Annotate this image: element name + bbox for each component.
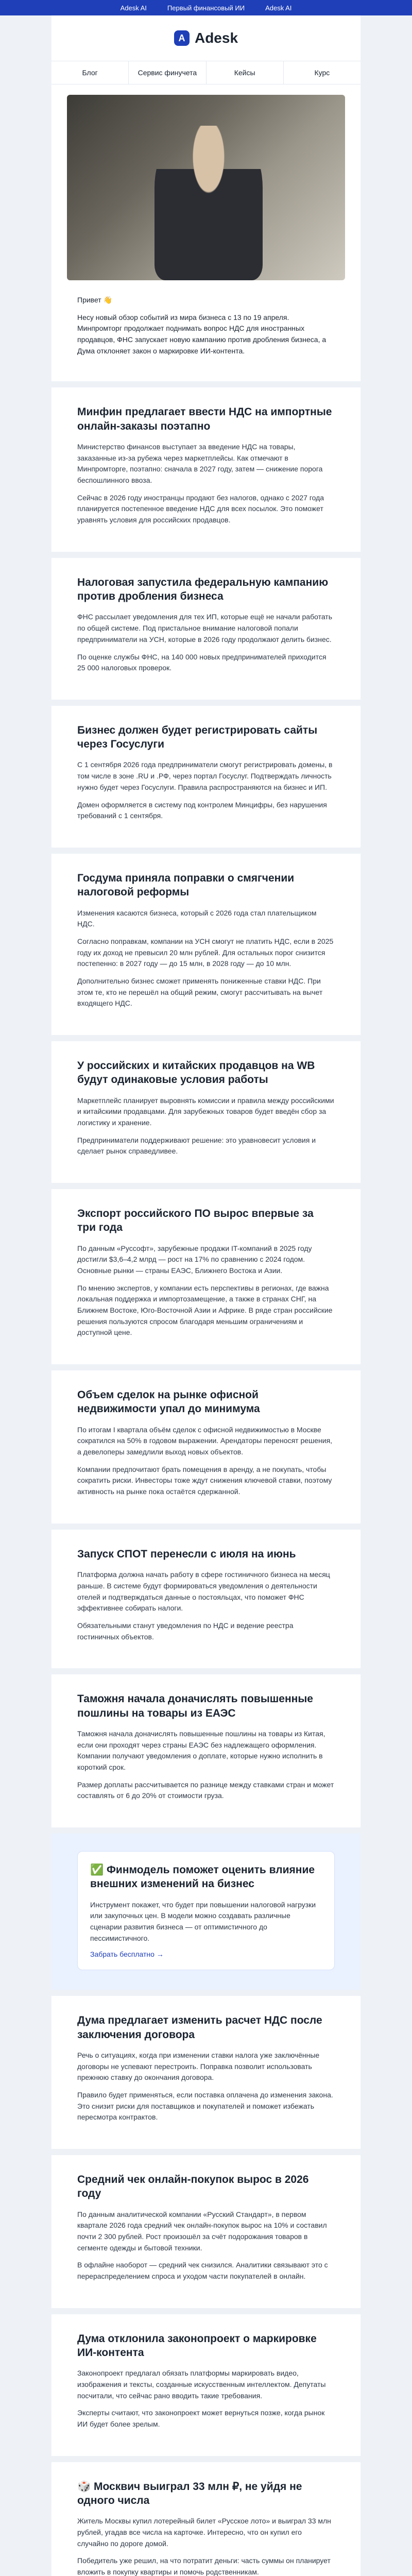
email-container	[52, 15, 360, 2576]
news-paragraph: По оценке службы ФНС, на 140 000 новых предпринимателей приходится 25 000 налоговых проверок.	[77, 652, 327, 672]
header	[52, 15, 360, 61]
promo-link[interactable]: Забрать бесплатно →	[90, 1950, 164, 1959]
news-paragraph: Обязательными станут уведомления по НДС и ведение реестра гостиничных объектов.	[77, 1621, 294, 1641]
news-paragraph: Житель Москвы купил лотерейный билет «Русское лото» и выиграл 33 млн рублей, угадав все числа на карточке. Интересно, что он купил его случайно по дороге домой.	[77, 2517, 331, 2548]
news-title[interactable]: ✅ Финмодель поможет оценить влияние внешних изменений на бизнес	[90, 1863, 315, 1890]
news-paragraph: Предприниматели поддерживают решение: это уравновесит условия и сделает рынок справедливее.	[77, 1136, 316, 1156]
news-card	[52, 2155, 360, 2314]
news-card	[52, 1996, 360, 2155]
news-paragraph: Согласно поправкам, компании на УСН смогут не платить НДС, если в 2025 году их доход не превысил 20 млн рублей. Для остальных порог снизится постепенно: в 2027 году — до 15 млн, в 2028 году — до 10 млн.	[77, 937, 334, 968]
news-paragraph: Дополнительно бизнес сможет применять пониженные ставки НДС. При этом те, кто не перешёл на общий режим, смогут рассчитывать на вычет входящего НДС.	[77, 976, 323, 1008]
divider	[52, 381, 360, 387]
hero-image	[67, 95, 345, 280]
news-title[interactable]: Экспорт российского ПО вырос впервые за три года	[77, 1208, 314, 1234]
news-title[interactable]: Дума отклонила законопроект о маркировке ИИ-контента	[77, 2332, 317, 2359]
news-card	[52, 2314, 360, 2462]
news-paragraph: Размер доплаты рассчитывается по разнице между ставками стран и может составлять от 6 до 20% от стоимости груза.	[77, 1780, 334, 1800]
articles-list	[52, 387, 360, 2576]
news-card	[52, 1041, 360, 1189]
topbar-link-3[interactable]: Adesk AI	[265, 4, 292, 12]
news-paragraph: В офлайне наоборот — средний чек снизился. Аналитики связывают это с перераспределением спроса и уходом части покупателей в онлайн.	[77, 2261, 328, 2281]
nav-item-course[interactable]: Курс	[314, 69, 330, 77]
news-card	[52, 1189, 360, 1370]
news-paragraph: Эксперты считают, что законопроект может вернуться позже, когда рынок ИИ будет более зрелым.	[77, 2409, 325, 2429]
news-title[interactable]: У российских и китайских продавцов на WB будут одинаковые условия работы	[77, 1060, 315, 1086]
topbar-link-1[interactable]: Adesk AI	[120, 4, 147, 12]
news-title[interactable]: Налоговая запустила федеральную кампанию против дробления бизнеса	[77, 576, 329, 603]
nav-item-blog[interactable]: Блог	[52, 61, 129, 84]
news-paragraph: По мнению экспертов, у компании есть перспективы в регионах, где важна локальная поддержка и импортозамещение, а также в странах СНГ, на Ближнем Востоке, Юго-Восточной Азии и Африке. В ряде стран российские решения пользуются спросом благодаря меньшим ограничениям и доступной цене.	[77, 1283, 333, 1337]
news-paragraph: Победитель уже решил, на что потратит деньги: часть суммы он планирует вложить в покупку квартиры и помочь родственникам.	[77, 2556, 331, 2576]
news-paragraph: Домен оформляется в систему под контролем Минцифры, без нарушения требований с 1 сентября.	[77, 800, 327, 820]
news-card	[52, 558, 360, 706]
intro-paragraph: Несу новый обзор событий из мира бизнеса с 13 по 19 апреля. Минпромторг продолжает поднимать вопрос НДС для иностранных продавцов, ФНС запускает новую кампанию против дробления бизнеса, а Дума отклоняет закон о маркировке ИИ-контента.	[77, 313, 327, 355]
news-card	[52, 2462, 360, 2576]
news-card	[52, 1674, 360, 1834]
top-bar	[0, 0, 412, 15]
main-nav	[52, 61, 360, 84]
news-paragraph: Сейчас в 2026 году иностранцы продают без налогов, однако с 2027 года планируется постепенное введение НДС для всех посылок. Это поможет уравнять условия для российских продавцов.	[77, 493, 324, 524]
intro	[52, 280, 360, 381]
news-paragraph: Маркетплейс планирует выровнять комиссии и правила между российскими и китайскими продавцами. Для зарубежных товаров будет введён сбор за логистику и хранение.	[77, 1096, 334, 1127]
news-paragraph: Законопроект предлагал обязать платформы маркировать видео, изображения и тексты, созданные искусственным интеллектом. Депутаты посчитали, что сейчас рано вводить такие требования.	[77, 2369, 326, 2400]
person-silhouette	[154, 126, 263, 280]
news-paragraph: По данным «Руссофт», зарубежные продажи IT-компаний в 2025 году достигли $3,6–4,2 млрд — рост на 17% по сравнению с 2024 годом. Основные рынки — страны ЕАЭС, Ближнего Востока и Азии.	[77, 1244, 312, 1275]
news-title[interactable]: Запуск СПОТ перенесли с июля на июнь	[77, 1548, 296, 1560]
news-paragraph: Таможня начала доначислять повышенные пошлины на товары из Китая, если они проходят через страны ЕАЭС без надлежащего оформления. Компании получают уведомления о доплате, которые нужно исполнить в короткий срок.	[77, 1729, 325, 1771]
promo-card	[52, 1834, 360, 1996]
news-title[interactable]: Дума предлагает изменить расчет НДС после заключения договора	[77, 2014, 322, 2041]
news-paragraph: Платформа должна начать работу в сфере гостиничного бизнеса на месяц раньше. В системе будут формироваться уведомления о деятельности отелей и подтверждаться данные о постояльцах, что поможет ФНС эффективнее собирать налоги.	[77, 1570, 330, 1613]
news-card	[52, 1370, 360, 1530]
intro-greeting: Привет 👋	[77, 296, 113, 304]
news-title[interactable]: Таможня начала доначислять повышенные пошлины на товары из ЕАЭС	[77, 1693, 313, 1719]
news-title[interactable]: Средний чек онлайн-покупок вырос в 2026 году	[77, 2174, 309, 2200]
nav-item-cases[interactable]: Кейсы	[207, 61, 284, 84]
news-title[interactable]: Госдума приняла поправки о смягчении налоговой реформы	[77, 872, 295, 899]
news-paragraph: С 1 сентября 2026 года предприниматели смогут регистрировать домены, в том числе в зоне .RU и .РФ, через портал Госуслуг. Подтверждать личность нужно будет через Госуслуги. Правила распространяются на бизнес и ИП.	[77, 760, 333, 791]
logo-text[interactable]: Adesk	[194, 30, 238, 46]
news-card	[52, 706, 360, 854]
news-paragraph: Компании предпочитают брать помещения в аренду, а не покупать, чтобы сократить риски. Инвесторы тоже ждут снижения ключевой ставки, поэтому активность на рынке пока остаётся сдержанной.	[77, 1465, 332, 1496]
hero	[52, 84, 360, 280]
news-paragraph: По данным аналитической компании «Русский Стандарт», в первом квартале 2026 года средний чек онлайн-покупок вырос на 10% и составил почти 2 300 рублей. Рост произошёл за счёт подорожания товаров в сегменте одежды и бытовой техники.	[77, 2210, 327, 2252]
news-title[interactable]: Минфин предлагает ввести НДС на импортные онлайн-заказы поэтапно	[77, 406, 332, 432]
news-title[interactable]: Объем сделок на рынке офисной недвижимости упал до минимума	[77, 1389, 260, 1415]
news-card	[52, 1530, 360, 1674]
news-title[interactable]: Бизнес должен будет регистрировать сайты через Госуслуги	[77, 724, 318, 751]
topbar-link-2[interactable]: Первый финансовый ИИ	[167, 4, 245, 12]
nav-item-service[interactable]: Сервис финучета	[129, 61, 206, 84]
news-paragraph: Инструмент покажет, что будет при повышении налоговой нагрузки или закупочных цен. В модели можно создавать различные сценарии развития бизнеса — от оптимистичного до пессимистичного.	[90, 1900, 316, 1942]
news-paragraph: По итогам I квартала объём сделок с офисной недвижимостью в Москве сократился на 50% в годовом выражении. Арендаторы переносят решения, а девелоперы замедлили выход новых объектов.	[77, 1425, 333, 1456]
news-card	[52, 854, 360, 1041]
logo-icon: A	[174, 30, 190, 46]
news-paragraph: Министерство финансов выступает за введение НДС на товары, заказанные из-за рубежа через маркетплейсы. Как отмечают в Минпромторге, поэтапно: сначала в 2027 году, затем — снижение порога беспошлинного ввоза.	[77, 443, 323, 485]
news-title[interactable]: 🎲 Москвич выиграл 33 млн ₽, не уйдя не одного числа	[77, 2480, 302, 2507]
news-paragraph: Речь о ситуациях, когда при изменении ставки налога уже заключённые договоры не успевают перестроить. Поправка позволит использовать прежнюю ставку до окончания договора.	[77, 2050, 320, 2082]
promo-box	[77, 1851, 335, 1970]
news-card	[52, 387, 360, 557]
news-paragraph: Изменения касаются бизнеса, который с 2026 года стал плательщиком НДС.	[77, 908, 317, 928]
news-paragraph: Правило будет применяться, если поставка оплачена до изменения закона. Это снизит риски для поставщиков и покупателей и поможет избежать пересмотра контрактов.	[77, 2090, 333, 2122]
news-paragraph: ФНС рассылает уведомления для тех ИП, которые ещё не начали работать по общей системе. Под пристальное внимание налоговой попали предприниматели на УСН, которые в 2026 году продолжают делить бизнес.	[77, 613, 333, 643]
